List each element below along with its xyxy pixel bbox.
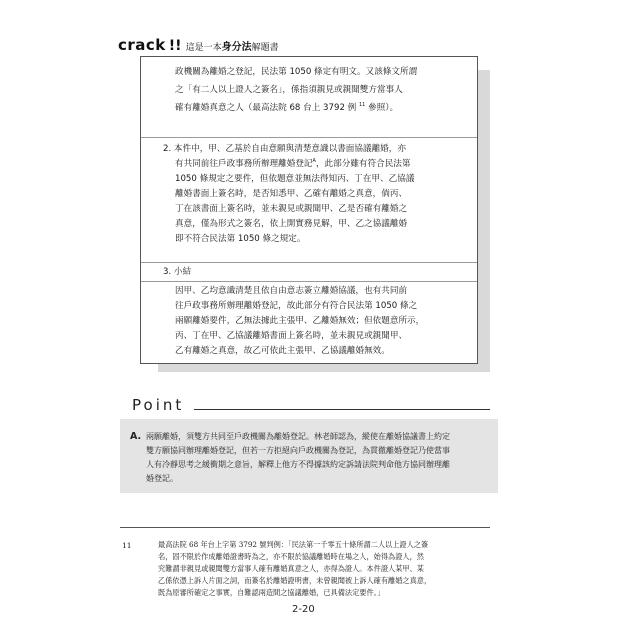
running-header xyxy=(118,36,279,54)
answer-line: 離婚書面上簽名時，是否知悉甲、乙確有離婚之真意，倘丙、 xyxy=(175,189,408,199)
answer-row xyxy=(141,263,477,282)
answer-row xyxy=(141,282,477,363)
answer-line: 丙、丁在甲、乙協議離婚書面上簽名時，並未親見或親聞甲、 xyxy=(175,331,408,341)
point-line: 雙方願協同辦理離婚登記，但若一方拒絕向戶政機關為登記，為貫徹離婚登記乃使當事 xyxy=(146,446,450,455)
point-line: 兩願離婚，須雙方共同至戶政機關為離婚登記。林老師認為，縱使在離婚協議書上約定 xyxy=(146,432,450,441)
point-line: 人有冷靜思考之緩衝期之意旨，解釋上他方不得據該約定訴請法院判命他方協同辦理離 xyxy=(146,460,450,469)
point-rule xyxy=(194,409,490,410)
answer-line: 真意，僅為形式之簽名，依上開實務見解，甲、乙之協議離婚 xyxy=(175,219,408,229)
point-heading: Point xyxy=(132,396,185,414)
answer-row xyxy=(141,138,477,263)
footnote-number: 11 xyxy=(122,541,132,550)
answer-line: 丁在該書面上簽名時，並未親見或親聞甲、乙是否確有離婚之 xyxy=(175,204,408,214)
answer-line: 之「有二人以上證人之簽名」，係指須親見或親聞雙方當事人 xyxy=(175,85,403,95)
answer-line: 即不符合民法第 1050 條之規定。 xyxy=(175,234,306,244)
answer-line: 往戶政事務所辦理離婚登記，故此部分有符合民法第 1050 條之 xyxy=(175,301,418,311)
answer-line: 乙有離婚之真意，故乙可依此主張甲、乙協議離婚無效。 xyxy=(175,346,390,356)
footnote-divider xyxy=(120,527,490,528)
footnote-line: 既為原審所確定之事實，自難認兩造間之協議離婚，已具備法定要件。」 xyxy=(158,588,385,597)
header-tagline: 這是一本身分法解題書 xyxy=(185,42,279,53)
answer-line: 有共同前往戶政事務所辦理離婚登記$^A$，此部分雖有符合民法第 xyxy=(175,158,411,169)
point-label: A. xyxy=(130,431,142,442)
footnote-line: 最高法院 68 年台上字第 3792 號判例：「民法第一千零五十條所謂二人以上證人之簽 xyxy=(158,540,429,549)
footnote-line: 乙係依憑上訴人片面之詞，而簽名於離婚證明書，未曾親聞被上訴人確有離婚之真意， xyxy=(158,576,432,585)
answer-line: 兩願離婚要件，乙無法據此主張甲、乙離婚無效；但依題意所示， xyxy=(175,316,425,326)
page-number: 2-20 xyxy=(292,604,315,615)
footnote-line: 名，固不限於作成離婚證書時為之，亦不限於協議離婚時在場之人，始得為證人，然 xyxy=(158,552,424,561)
brand-logo: crack xyxy=(118,36,166,54)
brand-mark: !! xyxy=(168,38,182,54)
answer-row xyxy=(141,57,477,138)
answer-line: 因甲、乙均意識清楚且依自由意志簽立離婚協議，也有共同前 xyxy=(175,286,408,296)
answer-line: 2. 本件中，甲、乙基於自由意願與清楚意識以書面協議離婚，亦 xyxy=(163,144,406,154)
answer-box xyxy=(140,56,478,364)
point-line: 婚登記。 xyxy=(146,474,178,483)
footnote-line: 究難謂非親見或親聞雙方當事人確有離婚真意之人，亦得為證人。本件證人某甲、某 xyxy=(158,564,424,573)
footnote-ref[interactable]: 11 xyxy=(358,102,366,109)
answer-line: 政機關為離婚之登記，民法第 1050 條定有明文。又該條文所謂 xyxy=(175,67,418,77)
answer-line: 確有離婚真意之人（最高法院 68 台上 3792 例 $^{11}$ 參照）。 xyxy=(175,102,399,113)
section-heading: 3. 小結 xyxy=(163,267,192,277)
note-ref: A xyxy=(312,158,316,165)
answer-line: 1050 條規定之要件，但依題意並無法得知丙、丁在甲、乙協議 xyxy=(175,174,415,184)
